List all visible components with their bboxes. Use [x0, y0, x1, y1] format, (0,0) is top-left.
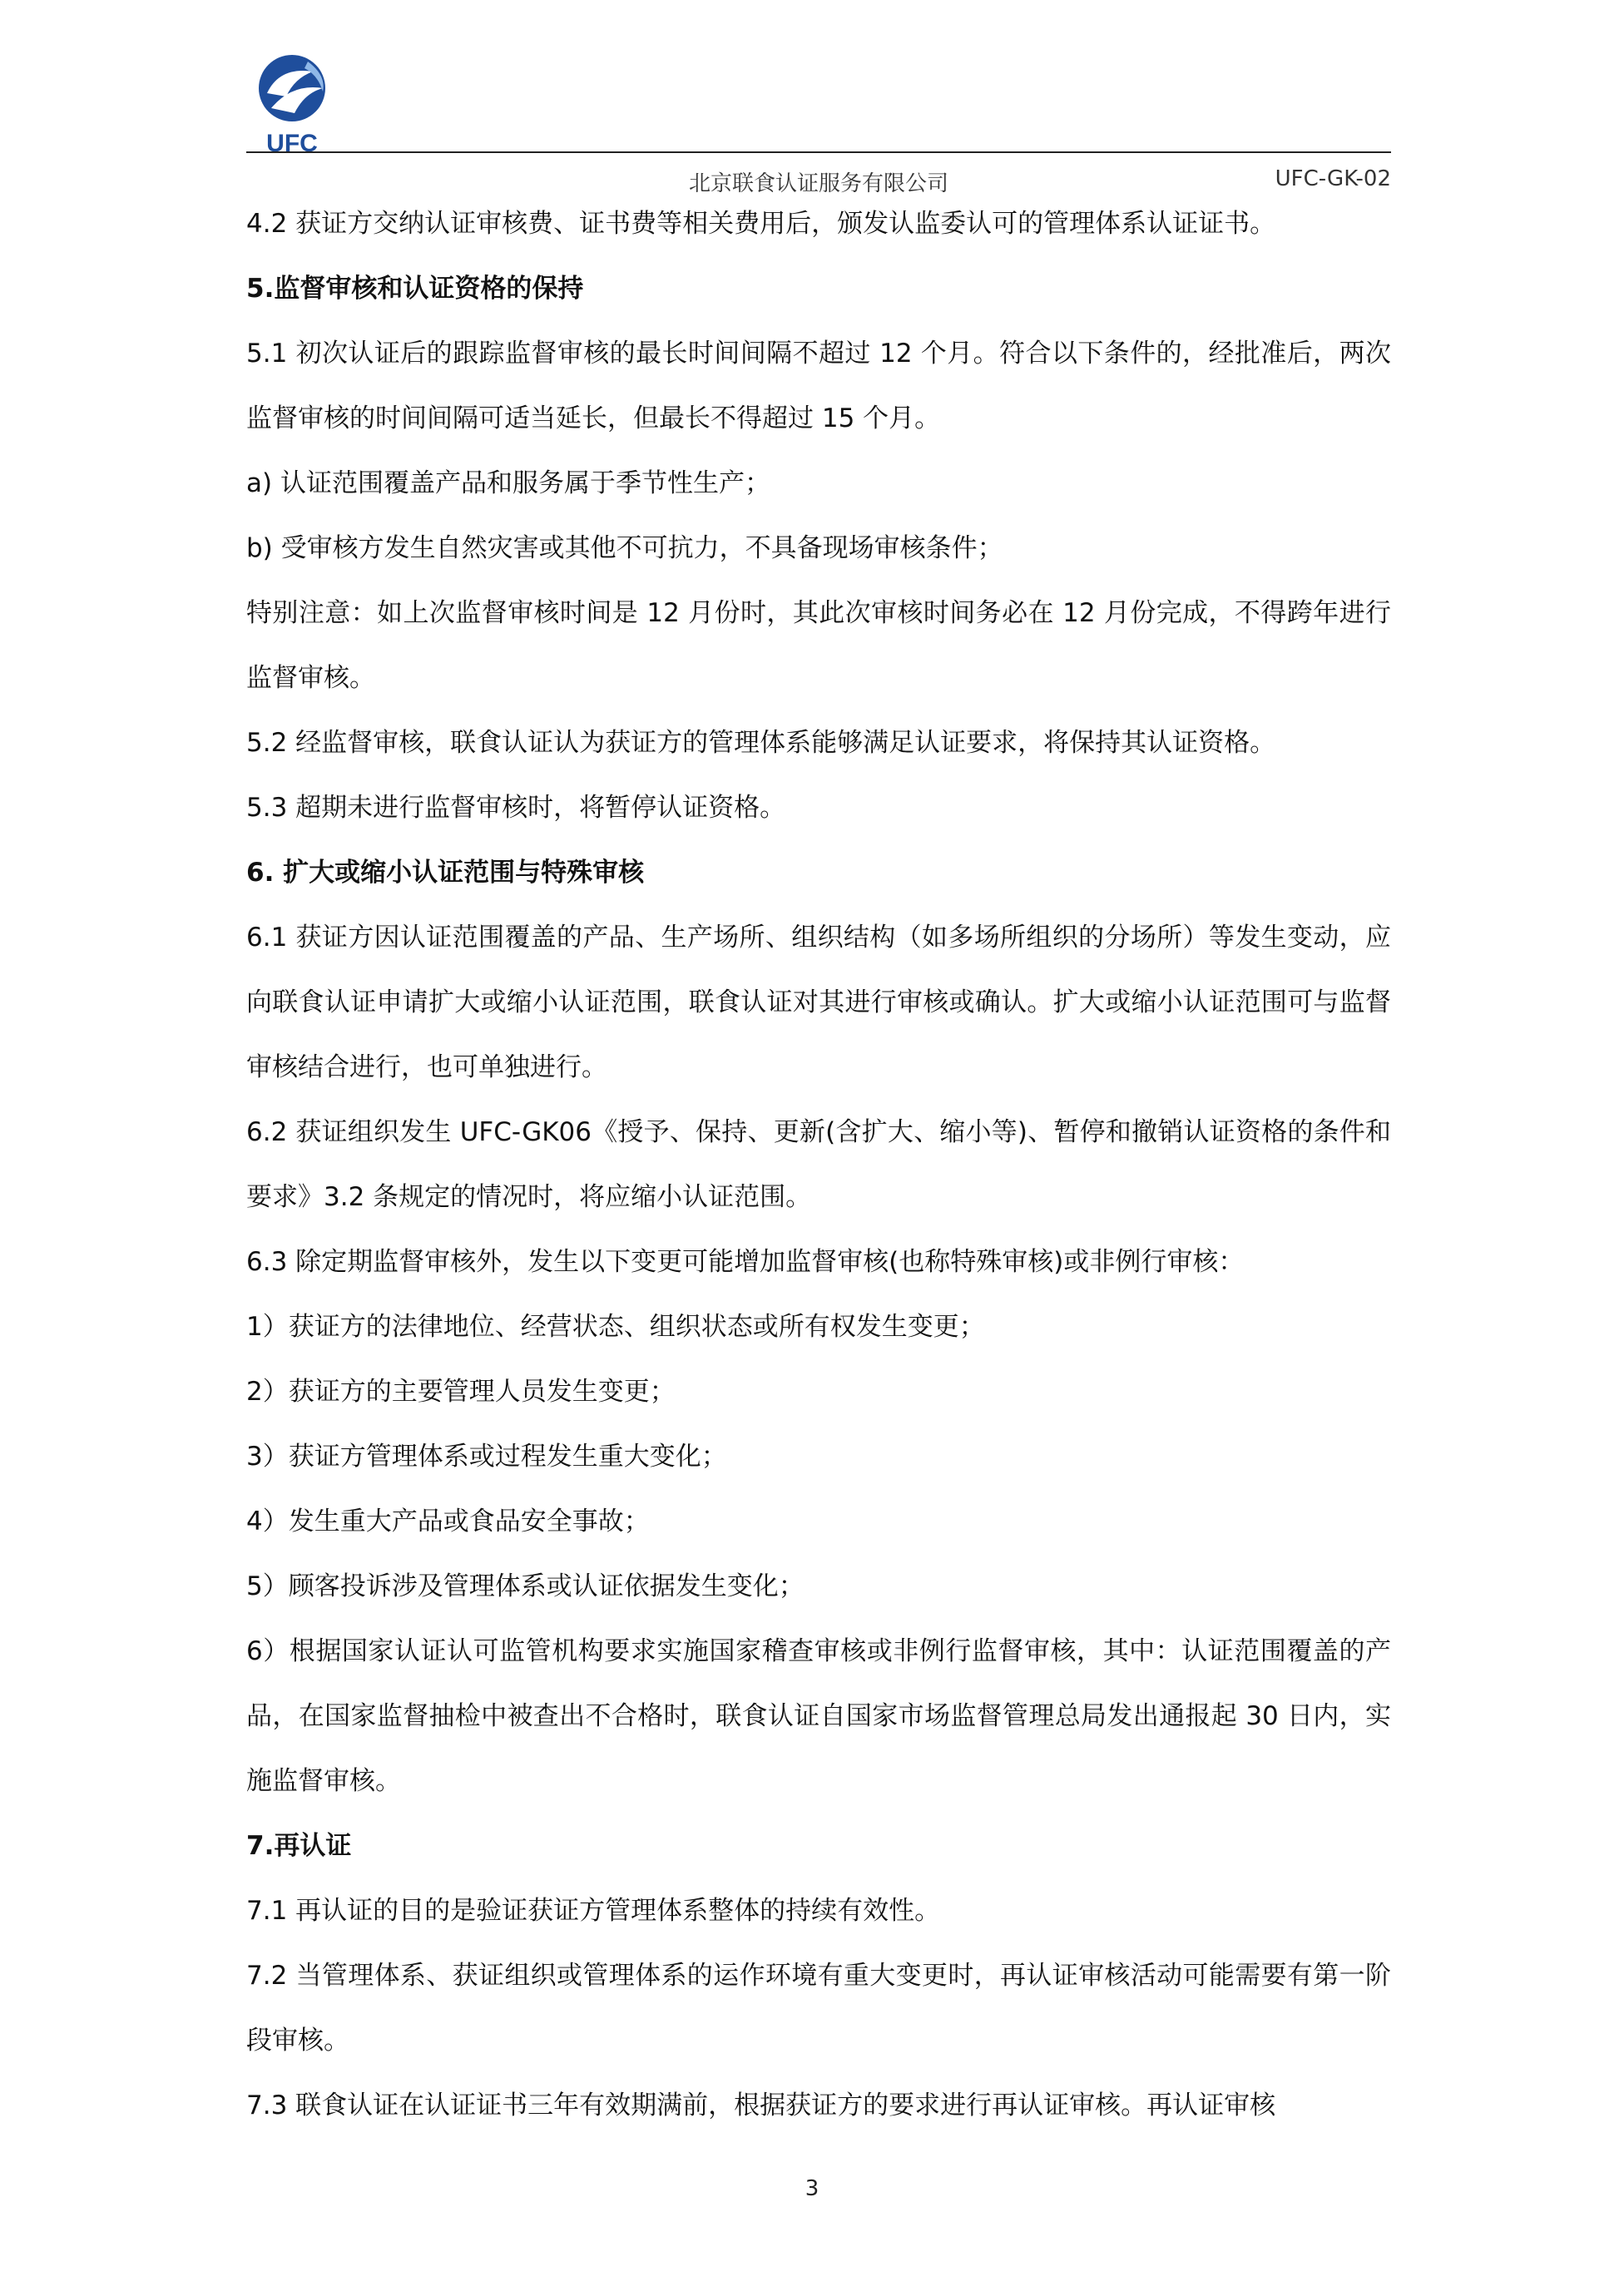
body-paragraph: a) 认证范围覆盖产品和服务属于季节性生产； — [246, 468, 770, 498]
ufc-logo-icon — [246, 50, 338, 155]
body-paragraph: 5）顾客投诉涉及管理体系或认证依据发生变化； — [246, 1571, 805, 1601]
body-paragraph: b) 受审核方发生自然灾害或其他不可抗力，不具备现场审核条件； — [246, 533, 1003, 563]
page-header — [246, 50, 1391, 196]
body-paragraph: 4）发生重大产品或食品安全事故； — [246, 1507, 650, 1536]
body-paragraph: 6.1 获证方因认证范围覆盖的产品、生产场所、组织结构（如多场所组织的分场所）等发生变动，应向联食认证申请扩大或缩小认证范围，联食认证对其进行审核或确认。扩大或缩小认证范围可与监督审核结合进行，也可单独进行。 — [246, 923, 1391, 1082]
company-name: 北京联食认证服务有限公司 — [688, 171, 948, 196]
body-paragraph: 3）获证方管理体系或过程发生重大变化； — [246, 1442, 727, 1472]
body-paragraph: 5.1 初次认证后的跟踪监督审核的最长时间间隔不超过 12 个月。符合以下条件的，经批准后，两次监督审核的时间间隔可适当延长，但最长不得超过 15 个月。 — [246, 339, 1391, 433]
body-paragraph: 5.3 超期未进行监督审核时，将暂停认证资格。 — [246, 793, 786, 823]
document-code: UFC-GK-02 — [1275, 166, 1391, 191]
header-divider — [246, 151, 1391, 153]
section-heading: 5.监督审核和认证资格的保持 — [246, 274, 584, 304]
section-heading: 6. 扩大或缩小认证范围与特殊审核 — [246, 858, 645, 888]
logo-text: UFC — [266, 130, 318, 155]
body-paragraph: 6.2 获证组织发生 UFC-GK06《授予、保持、更新(含扩大、缩小等)、暂停和撤销认证资格的条件和要求》3.2 条规定的情况时，将应缩小认证范围。 — [246, 1117, 1391, 1212]
body-paragraph: 7.2 当管理体系、获证组织或管理体系的运作环境有重大变更时，再认证审核活动可能需要有第一阶段审核。 — [246, 1961, 1391, 2056]
body-paragraph: 6.3 除定期监督审核外，发生以下变更可能增加监督审核(也称特殊审核)或非例行审核： — [246, 1247, 1245, 1277]
body-paragraph: 7.1 再认证的目的是验证获证方管理体系整体的持续有效性。 — [246, 1896, 941, 1926]
section-heading: 7.再认证 — [246, 1831, 352, 1861]
body-paragraph: 1）获证方的法律地位、经营状态、组织状态或所有权发生变更； — [246, 1312, 985, 1342]
document-body — [246, 191, 1391, 2138]
body-paragraph: 7.3 联食认证在认证证书三年有效期满前，根据获证方的要求进行再认证审核。再认证审核 — [246, 2091, 1276, 2120]
body-paragraph: 特别注意：如上次监督审核时间是 12 月份时，其此次审核时间务必在 12 月份完成，不得跨年进行监督审核。 — [246, 598, 1391, 693]
page-number: 3 — [805, 2176, 819, 2201]
body-paragraph: 6）根据国家认证认可监管机构要求实施国家稽查审核或非例行监督审核，其中：认证范围覆盖的产品，在国家监督抽检中被查出不合格时，联食认证自国家市场监督管理总局发出通报起 30 日内，实施监督审核。 — [246, 1636, 1391, 1796]
body-paragraph: 4.2 获证方交纳认证审核费、证书费等相关费用后，颁发认监委认可的管理体系认证证书。 — [246, 209, 1276, 239]
body-paragraph: 5.2 经监督审核，联食认证认为获证方的管理体系能够满足认证要求，将保持其认证资格。 — [246, 728, 1276, 758]
body-paragraph: 2）获证方的主要管理人员发生变更； — [246, 1377, 676, 1407]
